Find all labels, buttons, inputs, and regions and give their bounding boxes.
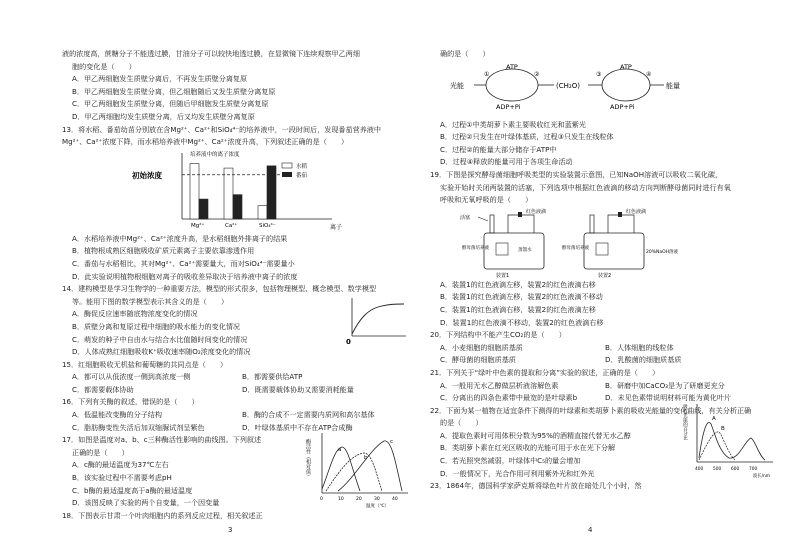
device-1-label: 装置1 (496, 272, 510, 279)
bar-tomato (199, 199, 208, 219)
option-line: B．质壁分离和复原过程中细胞的吸水能力的变化情况 (72, 321, 241, 331)
question-14-stem-2: 等。能用下图的数学模型表示其含义的是（ ） (72, 296, 229, 306)
category-label: Mg²⁺ (191, 222, 205, 229)
red-drop-1 (518, 212, 522, 217)
flask-2 (584, 233, 644, 269)
bar-tomato (233, 194, 242, 218)
question-13-stem-2: Mg²⁺、Ca²⁺浓度下降，而水稻培养液中Mg²⁺、Ca²⁺浓度升高，下列叙述正确的是（ ） (62, 137, 349, 147)
ch2o-label: (CH₂O) (556, 81, 580, 90)
bar-rice (258, 205, 267, 218)
tick-label: 400 (695, 466, 704, 472)
text-line: 胞的变化是（ ） (72, 61, 136, 71)
curve-a-label: a (338, 446, 342, 453)
cycle-loop-right (602, 69, 650, 101)
option: D．乳酸菌的细胞质基质 (605, 355, 682, 365)
option-line: A．甲乙两细胞发生质壁分离后，不再发生质壁分离复原 (72, 74, 248, 84)
option: D．既需要载体协助又需要消耗能量 (242, 384, 354, 394)
option-line: D．人体成熟红细胞吸收K⁺吸收速率随O₂浓度变化的情况 (72, 347, 251, 357)
culture-box-2 (596, 243, 608, 255)
option-line: C．b酶的最适温度高于a酶的最适温度 (72, 485, 193, 495)
tick-label: 40 (392, 496, 398, 502)
option-line: C．装置1的红色液滴右移，装置2的红色液滴左移 (440, 304, 596, 314)
option: A．一般用无水乙醇做层析液溶解色素 (440, 380, 559, 390)
apparatus-figure (430, 207, 770, 279)
option: B．酶的合成不一定需要内质网和高尔基体 (242, 410, 375, 420)
bar-rice (224, 168, 233, 219)
legend-label-tomato: 番茄 (296, 172, 308, 179)
step-1: ① (484, 70, 490, 78)
option-line: D．甲乙两细胞均发生质壁分离，后又均发生质壁分离复原 (72, 111, 255, 121)
option: B．都需要供给ATP (242, 372, 303, 382)
text-line: 确的是（ ） (440, 49, 490, 58)
option-line: A．提取色素时可用体积分数为95%的酒精直接代替无水乙醇 (440, 430, 631, 440)
option-line: D．此实验说明植物根细胞对离子的吸收差异取决于培养液中离子的浓度 (72, 271, 298, 281)
bar-rice (190, 163, 199, 218)
tick-label: 20 (356, 496, 362, 502)
legend (282, 162, 308, 179)
option-line: D．一般情况下，光合作用可利用紫外光和红外光 (440, 468, 595, 478)
option: C．分离出的四条色素带中最宽的是叶绿素b (440, 393, 578, 403)
option-line: B．甲乙两细胞发生质壁分离，但乙细胞随后又发生质壁分离复原 (72, 86, 276, 96)
valve-tube-2 (590, 215, 594, 233)
cycle-loop-left (486, 69, 538, 101)
text-line: 正确的是（ ） (72, 447, 129, 457)
curve-c (338, 438, 402, 491)
atp-label-left: ATP (506, 62, 518, 71)
flask-1 (484, 233, 544, 269)
option: C．都需要载体协助 (72, 384, 134, 394)
x-axis-label: 温度（℃） (366, 503, 390, 509)
text-line: 液的浓度高，蔗糖分子不能透过膜，甘油分子可以较快地透过膜，在显微镜下连续观察甲乙两细 (62, 49, 360, 58)
tick-label: 700 (749, 466, 758, 472)
question-19-stem-3: 呼吸和无氧呼吸的是（ ） (440, 195, 533, 205)
question-19-stem: 19．下图是探究酵母菌细胞呼吸类型的实验装置示意图，已知NaOH溶液可以吸收二氧化碳， (430, 169, 723, 179)
option-row (430, 380, 770, 393)
curve-a (322, 447, 360, 491)
question-17-stem: 17．如图是温度对a、b、c三种酶活性影响的曲线图。下列叙述 (62, 435, 262, 445)
curve-b (699, 432, 735, 460)
naoh-label: 20%NaOH溶液 (646, 249, 679, 255)
option-line: C．萌发的种子中自由水与结合水比值随时间变化的情况 (72, 334, 248, 344)
category-label: Ca²⁺ (225, 222, 238, 229)
exam-page (28, 0, 768, 550)
bent-tube-1 (508, 215, 534, 233)
step-2: ② (534, 70, 540, 78)
legend-label-rice: 水稻 (296, 163, 308, 170)
x-axis-label: 离子 (330, 223, 343, 231)
option: C．脂肪酶变性失活后加双缩脲试剂呈紫色 (72, 422, 205, 432)
light-energy-label: 光能 (450, 81, 464, 90)
option-row (62, 371, 412, 384)
option-row (430, 342, 770, 355)
question-15-stem: 15．红细胞吸收无机盐和葡萄糖的共同点是（ ） (62, 359, 228, 369)
question-22-stem-2: 的是（ ） (440, 418, 483, 428)
water-label: 蒸馏水 (518, 247, 532, 253)
question-18-stem: 18．下图表示甘肃一个叶肉细胞内的系列反应过程，相关叙述正 (62, 510, 263, 520)
option: A．小麦细胞的细胞质基质 (440, 342, 523, 352)
option-line: A．c酶的最适温度为37℃左右 (72, 460, 169, 470)
curve-c-label: c (390, 438, 394, 445)
right-column (430, 48, 770, 493)
energy-diagram (430, 61, 770, 119)
option-line: B．植物根成熟区细胞吸收矿质元素离子主要依靠渗透作用 (72, 246, 255, 256)
x-axis-label: 波长/nm (753, 473, 770, 479)
question-14-block (62, 308, 412, 358)
red-drop-2 (618, 212, 622, 217)
option: C．酵母菌的细胞质基质 (440, 355, 516, 365)
yeast-apparatus-svg (460, 207, 710, 279)
question-16-stem: 16．下列有关酶的叙述，错误的是（ ） (62, 397, 199, 407)
question-22-stem: 22．下面为某一植物在适宜条件下测得的叶绿素和类胡萝卜素的吸收光能量的变化曲线，有关分析正确 (430, 405, 752, 415)
option-line: A．酶促反应速率随底物浓度变化的情况 (72, 309, 198, 319)
tick-label: 30 (374, 496, 380, 502)
curve-b-label: B (721, 425, 725, 432)
drop-label-2: 红色液滴 (626, 208, 647, 215)
yeast-label-2: 酵母菌培养液 (562, 245, 589, 251)
question-23-stem: 23．1864年，德国科学家萨克斯将绿色叶片放在暗处几个小时，然 (430, 481, 642, 491)
bar-chart-svg (132, 149, 372, 233)
step-4: ④ (646, 70, 652, 78)
page-number-right: 4 (588, 526, 593, 534)
saturation-curve (352, 304, 404, 334)
valve-label: 活塞 (460, 214, 471, 221)
curve-a-label: A (712, 415, 716, 422)
initial-concentration-label: 初始浓度 (132, 170, 162, 180)
y-axis-label: 酶活性（相对值） (305, 438, 311, 479)
question-14-stem: 14．建构模型是学习生物学的一种重要方法，模型的形式很多，包括物理模型、概念模型、数学模型 (62, 284, 377, 294)
left-column (62, 48, 412, 522)
option-line: D．过程④释放的能量可用于各项生命活动 (440, 157, 573, 167)
option-line: A．装置1的红色液滴左移，装置2的红色液滴右移 (440, 279, 596, 289)
adp-label-left: ADP+Pi (496, 102, 521, 111)
y-axis-label: 培养液中的离子浓度 (190, 151, 240, 158)
saturation-curve-graph (346, 294, 410, 346)
culture-box-1 (496, 243, 508, 255)
option-line: C．甲乙两细胞发生质壁分离，但随后甲细胞发生质壁分离复原 (72, 99, 269, 109)
energy-label: 能量 (666, 81, 680, 90)
option: A．低温能改变酶的分子结构 (72, 410, 162, 420)
option-row (62, 384, 412, 397)
category-label: SiO₄⁴⁻ (259, 222, 276, 229)
tick-label: 500 (713, 466, 722, 472)
question-13-stem: 13．将水稻、番茄幼苗分别放在含Mg²⁺、Ca²⁺和SiO₄⁴⁻的培养液中，一段时间后，发现番茄营养液中 (62, 124, 381, 134)
option: B．人体细胞的线粒体 (605, 342, 674, 352)
bar-tomato (267, 166, 276, 219)
absorption-spectrum-graph (682, 400, 775, 479)
legend-swatch-tomato (282, 172, 292, 177)
tick-label: 600 (731, 466, 740, 472)
option-row (430, 354, 770, 367)
drop-label-1: 红色液滴 (526, 208, 547, 215)
option-line: C．过程②的能量大部分储存于ATP中 (440, 144, 557, 154)
legend-swatch-rice (282, 163, 292, 168)
origin-label: 0 (346, 338, 351, 347)
valve-tube-1 (490, 215, 494, 233)
pointer (478, 217, 488, 221)
adp-label-right: ADP+Pi (610, 102, 635, 111)
question-19-stem-2: 实验开始时关闭两装置的活塞，下列选项中根据红色液滴的移动方向判断酵母菌同时进行有氧 (440, 182, 731, 192)
option-line: C．若光照突然减弱，叶绿体中C₅的量会增加 (440, 456, 581, 466)
option-line: B．过程②只发生在叶绿体基质，过程③只发生在线粒体 (440, 132, 614, 142)
curve-b-label: b (364, 454, 368, 461)
option: B．研磨中加CaCO₃是为了研磨更充分 (605, 380, 725, 390)
option-line: B．装置1的红色液滴左移，装置2的红色液滴不移动 (440, 292, 603, 302)
option: D．未见色素带说明材料可能为黄化叶片 (605, 393, 732, 403)
atp-cycle-diagram (450, 61, 750, 119)
option-row (62, 409, 412, 422)
option-line: A．过程①中类胡萝卜素主要吸收红光和蓝紫光 (440, 119, 586, 129)
tick-label: 0 (320, 496, 323, 502)
atp-label-right: ATP (620, 62, 632, 71)
option: A．都可以从低浓度一侧到高浓度一侧 (72, 372, 191, 382)
option-line: C．番茄与水稻相比，其对Mg²⁺、Ca²⁺需要量大，而对SiO₄⁴⁻需要量小 (72, 258, 295, 268)
bent-tube-2 (608, 215, 634, 233)
page-number-left: 3 (228, 526, 233, 534)
ion-concentration-chart (62, 149, 412, 233)
option-line: B．该实验过程中不需要考虑pH (72, 473, 172, 483)
option: D．叶绿体基质中不存在ATP合成酶 (242, 422, 353, 432)
bars-group (182, 163, 282, 228)
tick-label: 10 (338, 496, 344, 502)
option-line: D．装置1的红色液滴不移动，装置2的红色液滴右移 (440, 317, 604, 327)
option-line: D．该图反映了实验的两个自变量，一个因变量 (72, 498, 220, 508)
yeast-label-1: 酵母菌培养液 (462, 245, 489, 251)
enzyme-temperature-graph (305, 429, 412, 509)
step-3: ③ (596, 70, 602, 78)
device-2-label: 装置2 (598, 272, 612, 279)
question-21-stem: 21．下列关于“绿叶中色素的提取和分离”实验的叙述，正确的是（ ） (430, 367, 660, 377)
option-line: B．类胡萝卜素在红光区吸收的光能可用于水在光下分解 (440, 443, 616, 453)
option-line: A．水稻培养液中Mg²⁺、Ca²⁺浓度升高，是水稻细胞外排离子的结果 (72, 233, 288, 243)
y-axis-label: 吸收光能的百分比 (682, 403, 688, 440)
question-20-stem: 20．下列结构中不能产生CO₂的是（ ） (430, 330, 566, 340)
